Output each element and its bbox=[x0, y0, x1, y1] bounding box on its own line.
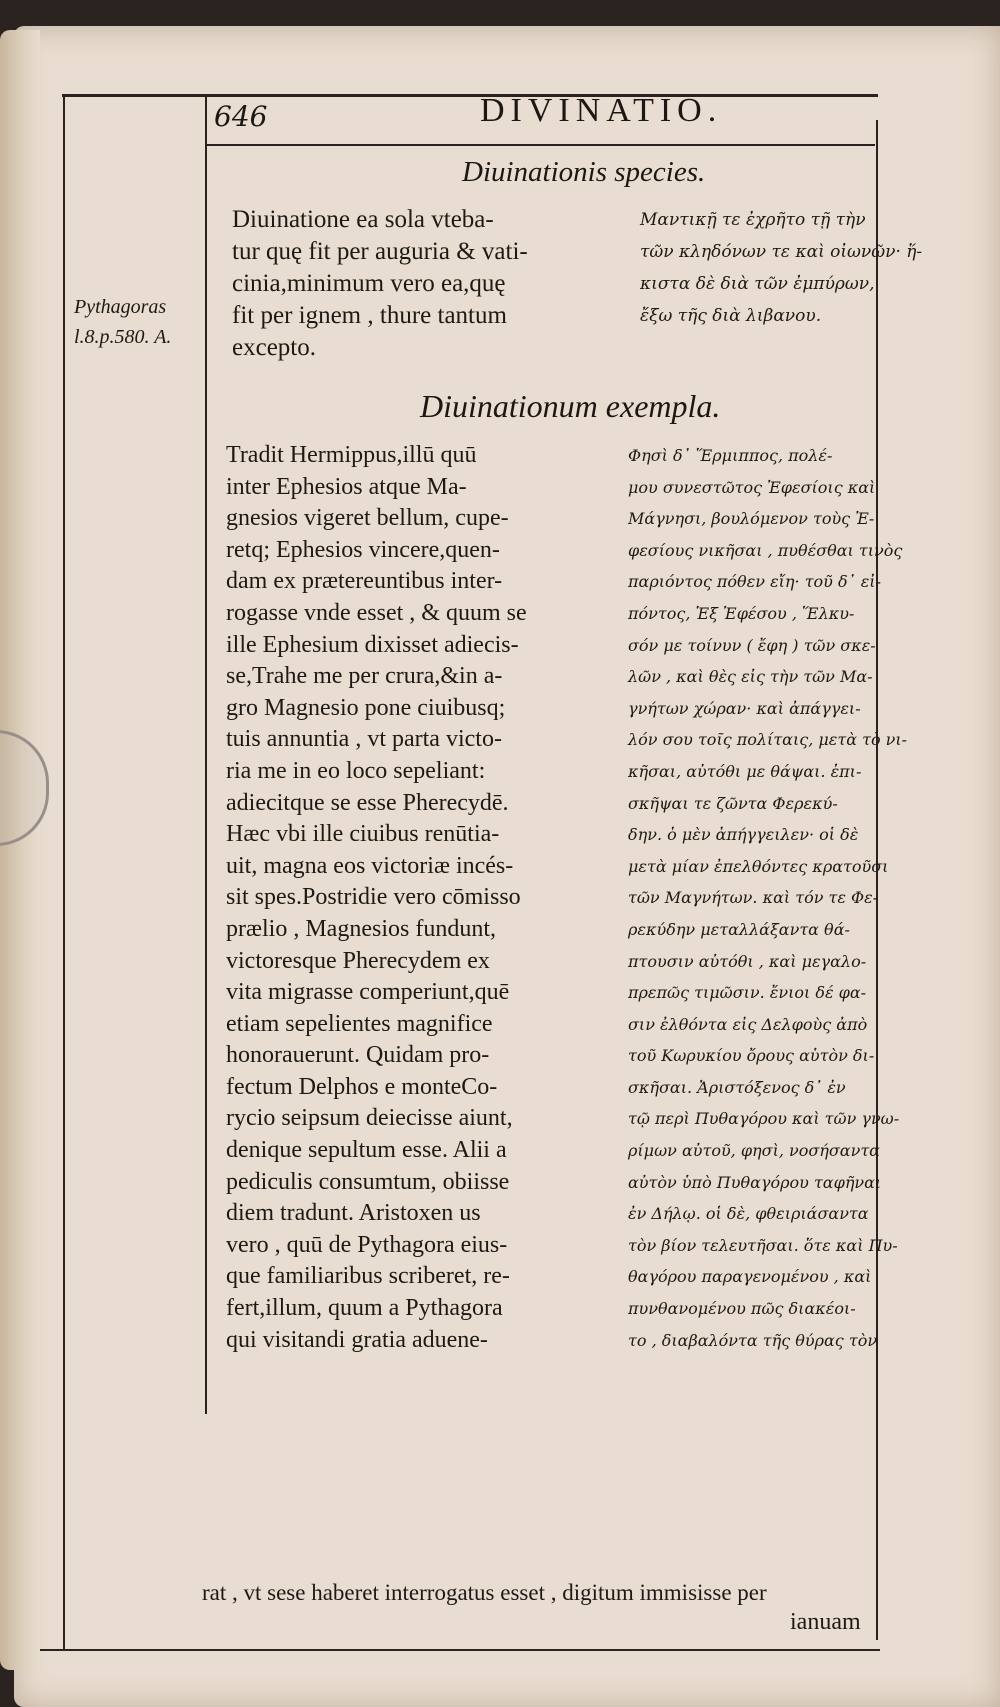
catchword: ianuam bbox=[790, 1609, 861, 1635]
greek-text-exempla: Φησὶ δ᾽ Ἕρμιππος, πολέ- μου συνεστῶτος Ἐφεσίοις καὶ Μάγνησι, βουλόμενον τοὺς Ἐ- φεσίους νικῆσαι , πυθέσθαι τινὸς παριόντος πόθεν εἴη· τοῦ δ᾽ εἰ- πόντος, Ἐξ Ἐφέσου , Ἕλκυ- σόν με τοίνυν ( ἔφη ) τῶν σκε- λῶν , καὶ θὲς εἰς τὴν τῶν Μα- γνήτων χώραν· καὶ ἀπάγγει- λόν σου τοῖς πολίταις, μετὰ τὸ νι- κῆσαι, αὐτόθι με θάψαι. ἐπι- σκῆψαι τε ζῶντα Φερεκύ- δην. ὁ μὲν ἀπήγγειλεν· οἱ δὲ μετὰ μίαν ἐπελθόντες κρατοῦσι τῶν Μαγνήτων. καὶ τόν τε Φε- ρεκύδην μεταλλάξαντα θά- πτουσιν αὐτόθι , καὶ μεγαλο- πρεπῶς τιμῶσιν. ἔνιοι δέ φα- σιν ἐλθόντα εἰς Δελφοὺς ἀπὸ τοῦ Κωρυκίου ὄρους αὑτὸν δι- σκῆσαι. Ἀριστόξενος δ᾽ ἐν τῷ περὶ Πυθαγόρου καὶ τῶν γνω- ρίμων αὐτοῦ, φησὶ, νοσήσαντα αὐτὸν ὑπὸ Πυθαγόρου ταφῆναι ἐν Δήλῳ. οἱ δὲ, φθειριάσαντα τὸν βίον τελευτῆσαι. ὅτε καὶ Πυ- θαγόρου παραγενομένου , καὶ πυνθανομένου πῶς διακέοι- το , διαβαλόντα τῆς θύρας τὸν bbox=[628, 446, 908, 1350]
page-number: 646 bbox=[214, 100, 268, 133]
bottom-rule bbox=[40, 1649, 880, 1651]
header-rule bbox=[205, 144, 875, 146]
left-frame-rule bbox=[63, 94, 65, 1649]
latin-text-exempla: Tradit Hermippus,illū quū inter Ephesios atque Ma- gnesios vigeret bellum, cupe- retq; Ephesios vincere,quen- dam ex prætereuntibus inter- rogasse vnde esset , & quum se ille Ephesium dixisset adiecis- se,Trahe me per crura,&in a- gro Magnesio pone ciuibusq; tuis annuntia , vt parta victo- ria me in eo loco sepeliant: adiecitque se esse Pherecydē. Hæc vbi ille ciuibus renūtia- uit, magna eos victoriæ incés- sit spes.Postridie vero cōmisso prælio , Magnesios fundunt, victoresque Pherecydem ex vita migrasse comperiunt,quē etiam sepelientes magnifice honorauerunt. Quidam pro- fectum Delphos e monteCo- rycio seipsum deiecisse aiunt, denique sepultum esse. Alii a pediculis consumtum, obiisse diem tradunt. Aristoxen us vero , quū de Pythagora eius- que familiaribus scriberet, re- fert,illum, quum a Pythagora qui visitandi gratia aduene- bbox=[226, 442, 527, 1353]
section-heading-species: Diuinationis species. bbox=[462, 156, 706, 188]
running-title: DIVINATIO. bbox=[480, 92, 723, 129]
inner-rule bbox=[205, 94, 207, 1414]
top-rule bbox=[62, 94, 878, 97]
page-edge bbox=[0, 30, 40, 1670]
greek-text-species: Μαντικῇ τε ἐχρῆτο τῇ τὴν τῶν κληδόνων τε καὶ οἰωνῶν· ἥ- κιστα δὲ διὰ τῶν ἐμπύρων, ἔξω τῆς διὰ λιβανου. bbox=[640, 210, 923, 326]
last-line: rat , vt sese haberet interrogatus esset , digitum immisisse per bbox=[202, 1580, 767, 1605]
latin-text-species: Diuinatione ea sola vteba- tur quę fit per auguria & vati- cinia,minimum vero ea,quę fit per ignem , thure tantum excepto. bbox=[232, 206, 528, 361]
section-heading-exempla: Diuinationum exempla. bbox=[420, 388, 721, 424]
margin-note-reference: Pythagoras l.8.p.580. A. bbox=[74, 296, 172, 348]
